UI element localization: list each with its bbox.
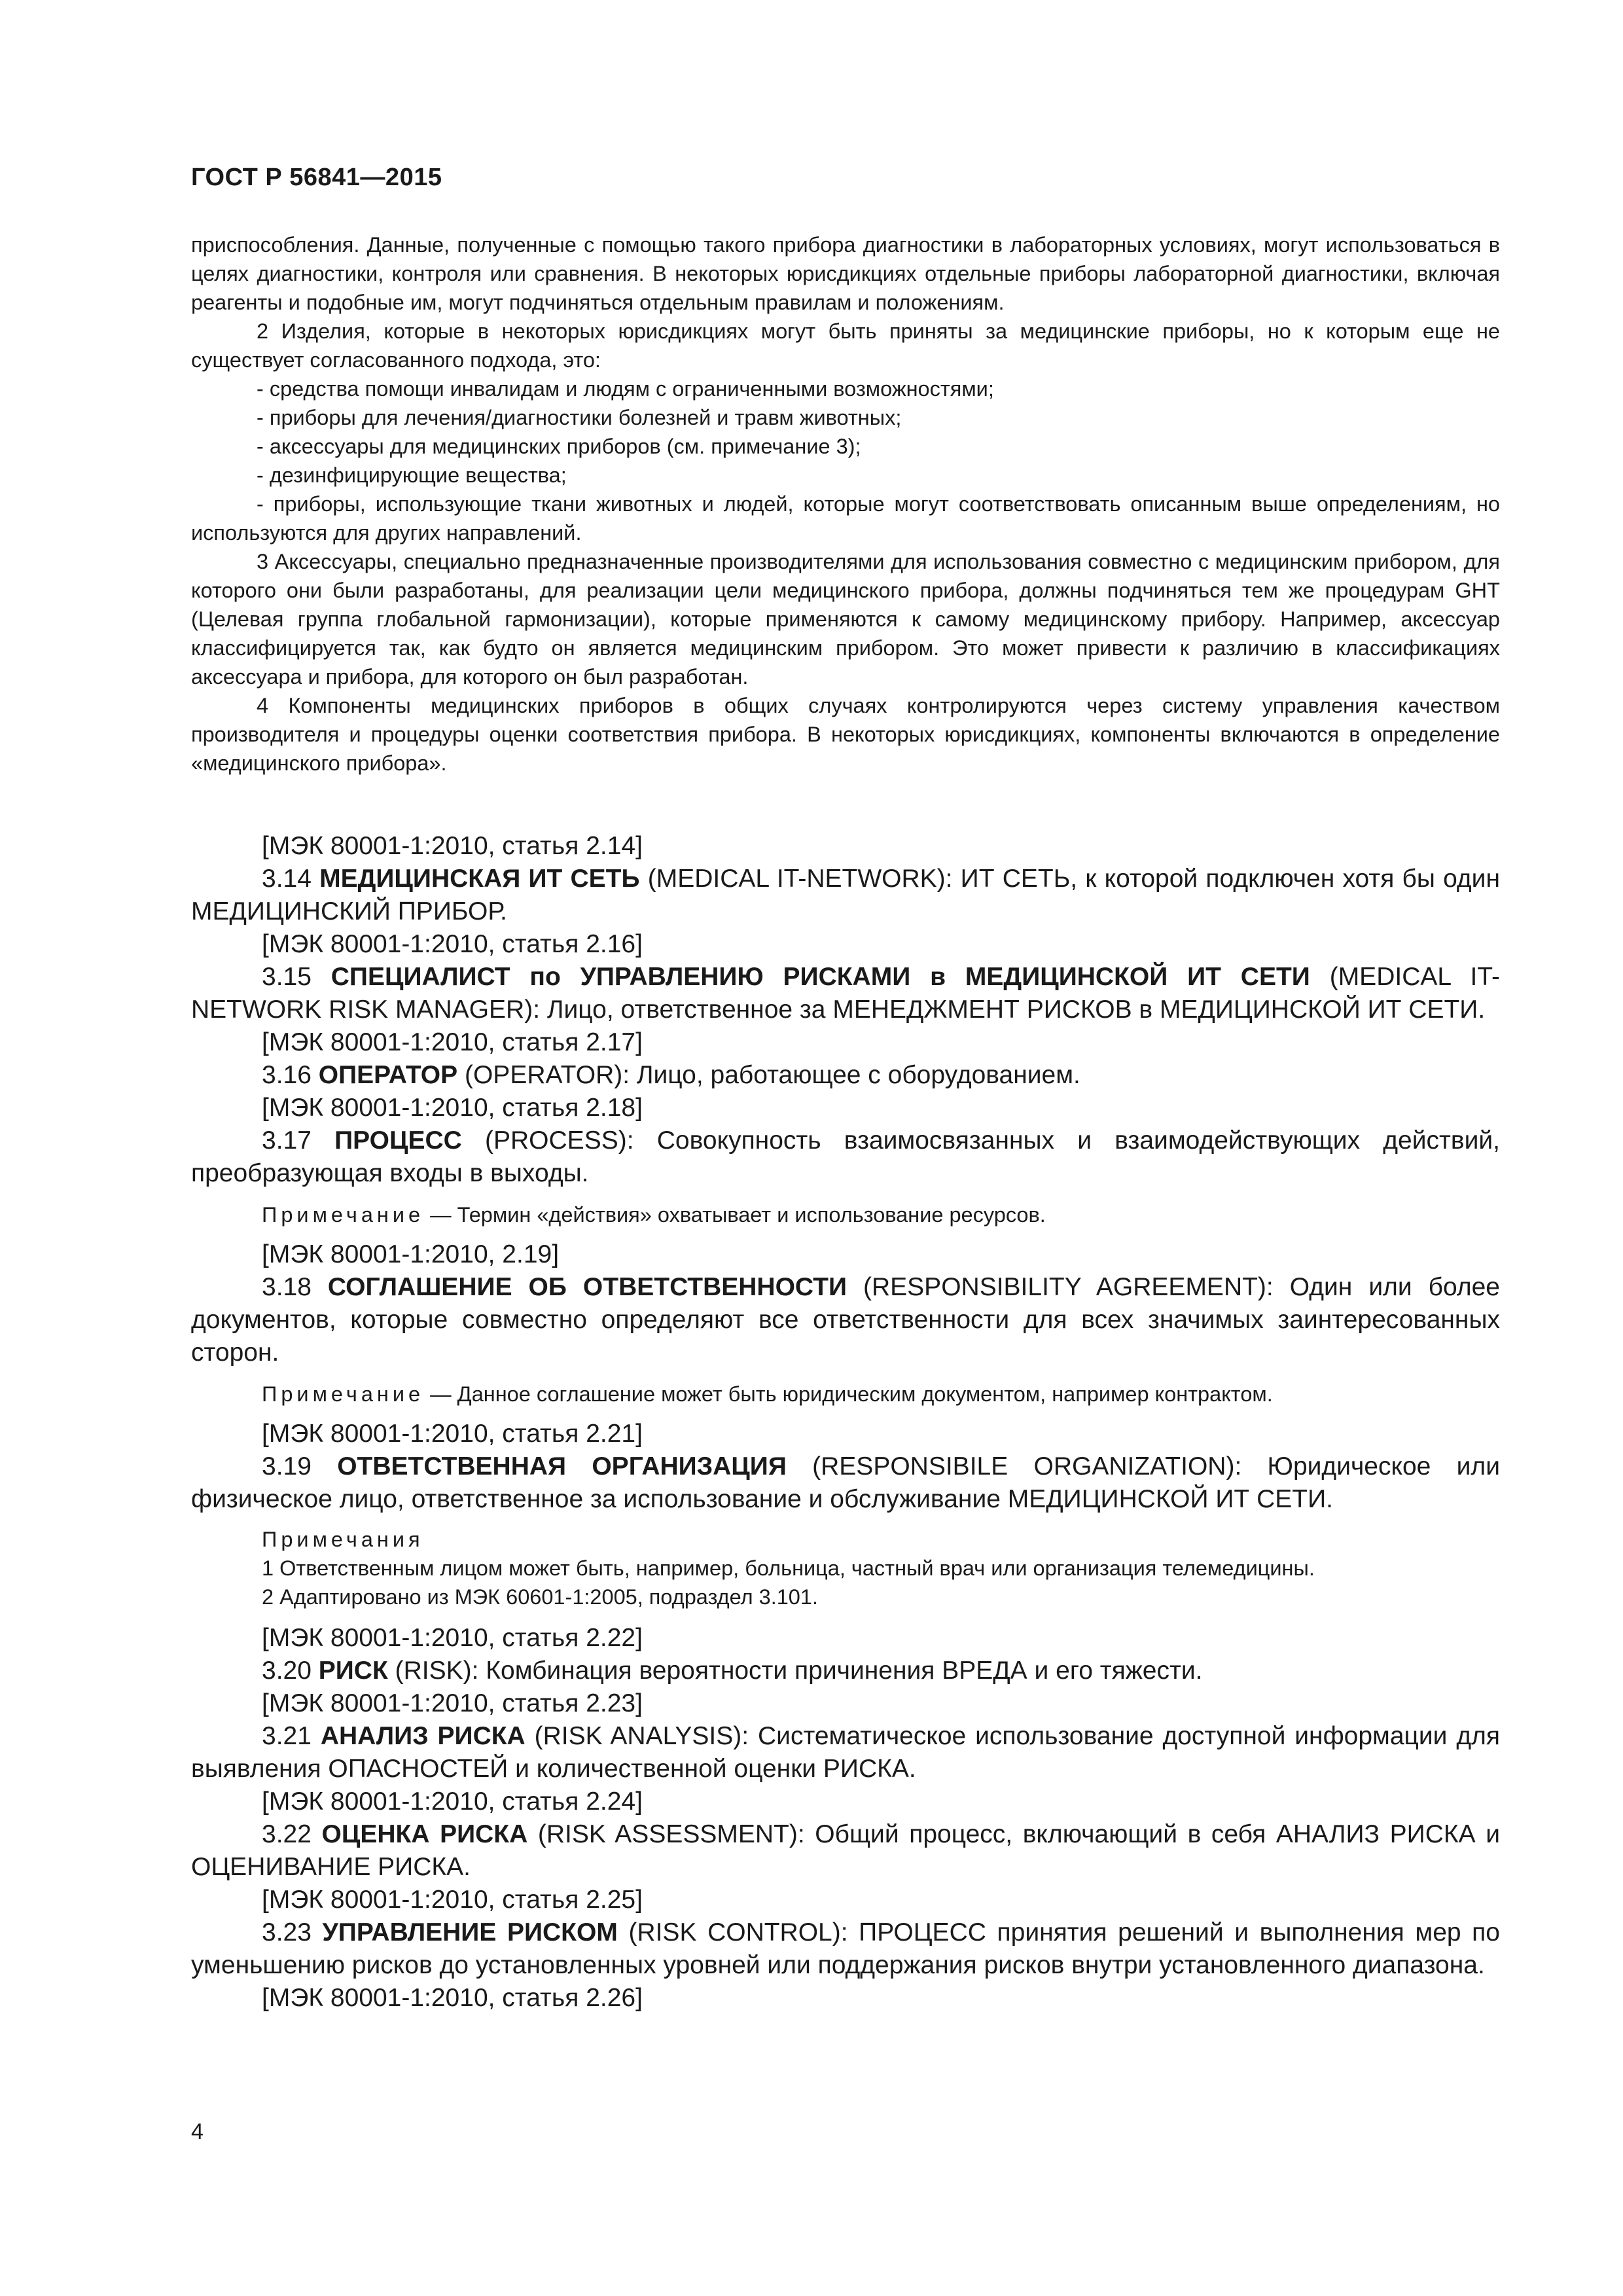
term-name: РИСК — [318, 1657, 388, 1685]
note-text: — Термин «действия» охватывает и использование ресурсов. — [430, 1203, 1046, 1227]
term-3-19 — [191, 1450, 1500, 1516]
term-3-15 — [191, 961, 1500, 1026]
list-item: - приборы для лечения/диагностики болезней и травм животных; — [257, 406, 902, 429]
term-number: 3.18 — [262, 1273, 312, 1301]
term-3-22 — [191, 1818, 1500, 1884]
term-3-14 — [191, 863, 1500, 928]
term-definition: (RESPONSIBILE ORGANIZATION): Юридическое или физическое лицо, ответственное за использование и обслуживание МЕДИЦИНСКОЙ ИТ СЕТИ. — [191, 1452, 1500, 1513]
note-label: Примечание — [262, 1203, 425, 1227]
term-number: 3.15 — [262, 963, 312, 991]
term-number: 3.17 — [262, 1126, 312, 1155]
list-item: - дезинфицирующие вещества; — [257, 463, 567, 487]
note-item: 1 Ответственным лицом может быть, например, больница, частный врач или организация телемедицины. — [262, 1556, 1315, 1580]
term-name: СОГЛАШЕНИЕ ОБ ОТВЕТСТВЕННОСТИ — [327, 1273, 847, 1301]
term-3-21 — [191, 1720, 1500, 1785]
paragraph: 4 Компоненты медицинских приборов в общих случаях контролируются через систему управления качеством производителя и процедуры оценки соответствия прибора. В некоторых юрисдикциях, компоненты включаются в определение «медицинского прибора». — [191, 694, 1500, 775]
term-definition: (PROCESS): Совокупность взаимосвязанных и взаимодействующих действий, преобразующая входы в выходы. — [191, 1126, 1500, 1187]
term-definition: (RISK ASSESSMENT): Общий процесс, включающий в себя АНАЛИЗ РИСКА и ОЦЕНИВАНИЕ РИСКА. — [191, 1820, 1500, 1881]
term-3-17 — [191, 1124, 1500, 1190]
term-number: 3.23 — [262, 1918, 312, 1946]
term-definition: (RISK ANALYSIS): Систематическое использование доступной информации для выявления ОПАСНОСТЕЙ и количественной оценки РИСКА. — [191, 1722, 1501, 1783]
list-item: - аксессуары для медицинских приборов (см. примечание 3); — [257, 435, 861, 458]
term-name: АНАЛИЗ РИСКА — [320, 1722, 526, 1750]
term-number: 3.21 — [262, 1722, 312, 1750]
intro-notes — [191, 230, 1500, 778]
notes-label: Примечания — [262, 1528, 424, 1551]
term-name: ОТВЕТСТВЕННАЯ ОРГАНИЗАЦИЯ — [337, 1452, 787, 1480]
reference: [МЭК 80001-1:2010, статья 2.18] — [262, 1094, 643, 1122]
term-number: 3.14 — [262, 865, 312, 893]
paragraph: 3 Аксессуары, специально предназначенные производителями для использования совместно с медицинским прибором, для которого они были разработаны, для реализации цели медицинского прибора, должны подчиняться тем же процедурам GHT (Целевая группа глобальной гармонизации), которые применяются к самому медицинскому прибору. Например, аксессуар классифицируется так, как будто он является медицинским прибором. Это может привести к различию в классификациях аксессуара и прибора, для которого он был разработан. — [191, 550, 1500, 689]
term-number: 3.20 — [262, 1657, 312, 1685]
page-number: 4 — [191, 2119, 204, 2144]
term-3-20 — [191, 1655, 1500, 1687]
reference: [МЭК 80001-1:2010, статья 2.26] — [262, 1984, 643, 2012]
term-name: ПРОЦЕСС — [334, 1126, 462, 1155]
reference: [МЭК 80001-1:2010, статья 2.14] — [262, 832, 643, 860]
paragraph: 2 Изделия, которые в некоторых юрисдикциях могут быть приняты за медицинские приборы, но к которым еще не существует согласованного подхода, это: — [191, 319, 1500, 372]
term-name: УПРАВЛЕНИЕ РИСКОМ — [322, 1918, 618, 1946]
term-name: МЕДИЦИНСКАЯ ИТ СЕТЬ — [319, 865, 640, 893]
note-label: Примечание — [262, 1382, 425, 1406]
reference: [МЭК 80001-1:2010, статья 2.23] — [262, 1689, 643, 1717]
term-definition: (RISK): Комбинация вероятности причинения ВРЕДА и его тяжести. — [395, 1657, 1203, 1685]
definitions-body — [191, 830, 1500, 2015]
reference: [МЭК 80001-1:2010, статья 2.24] — [262, 1787, 643, 1816]
term-definition: (MEDICAL IT-NETWORK RISK MANAGER): Лицо, ответственное за МЕНЕДЖМЕНТ РИСКОВ в МЕДИЦИНСКОЙ ИТ СЕТИ. — [191, 963, 1500, 1024]
note-text: — Данное соглашение может быть юридическим документом, например контрактом. — [430, 1382, 1273, 1406]
reference: [МЭК 80001-1:2010, статья 2.22] — [262, 1624, 643, 1652]
list-item: - приборы, использующие ткани животных и людей, которые могут соответствовать описанным выше определениям, но используются для других направлений. — [191, 492, 1500, 545]
reference: [МЭК 80001-1:2010, статья 2.25] — [262, 1886, 643, 1914]
term-definition: (RISK CONTROL): ПРОЦЕСС принятия решений и выполнения мер по уменьшению рисков до установленных уровней или поддержания рисков внутри установленного диапазона. — [191, 1918, 1500, 1979]
term-number: 3.22 — [262, 1820, 312, 1848]
term-3-18 — [191, 1271, 1500, 1369]
term-definition: (OPERATOR): Лицо, работающее с оборудованием. — [464, 1061, 1080, 1089]
reference: [МЭК 80001-1:2010, статья 2.17] — [262, 1028, 643, 1056]
term-definition: (MEDICAL IT-NETWORK): ИТ СЕТЬ, к которой подключен хотя бы один МЕДИЦИНСКИЙ ПРИБОР. — [191, 865, 1501, 925]
list-item: - средства помощи инвалидам и людям с ограниченными возможностями; — [257, 377, 994, 401]
note-3-17 — [191, 1200, 1500, 1229]
term-name: СПЕЦИАЛИСТ по УПРАВЛЕНИЮ РИСКАМИ в МЕДИЦИНСКОЙ ИТ СЕТИ — [330, 963, 1310, 991]
note-3-18 — [191, 1380, 1500, 1408]
term-definition: (RESPONSIBILITY AGREEMENT): Один или более документов, которые совместно определяют все ответственности для всех значимых заинтересованных сторон. — [191, 1273, 1500, 1367]
term-name: ОЦЕНКА РИСКА — [321, 1820, 528, 1848]
term-3-23 — [191, 1916, 1500, 1982]
document-header: ГОСТ Р 56841—2015 — [191, 164, 442, 191]
term-3-16 — [191, 1059, 1500, 1092]
term-number: 3.19 — [262, 1452, 312, 1480]
notes-3-19 — [191, 1525, 1500, 1611]
reference: [МЭК 80001-1:2010, статья 2.16] — [262, 930, 643, 958]
paragraph: приспособления. Данные, полученные с помощью такого прибора диагностики в лабораторных условиях, могут использоваться в целях диагностики, контроля или сравнения. В некоторых юрисдикциях отдельные приборы лабораторной диагностики, включая реагенты и подобные им, могут подчиняться отдельным правилам и положениям. — [191, 233, 1500, 314]
reference: [МЭК 80001-1:2010, статья 2.21] — [262, 1420, 643, 1448]
reference: [МЭК 80001-1:2010, 2.19] — [262, 1240, 560, 1268]
note-item: 2 Адаптировано из МЭК 60601-1:2005, подраздел 3.101. — [262, 1585, 818, 1609]
term-name: ОПЕРАТОР — [318, 1061, 458, 1089]
term-number: 3.16 — [262, 1061, 312, 1089]
